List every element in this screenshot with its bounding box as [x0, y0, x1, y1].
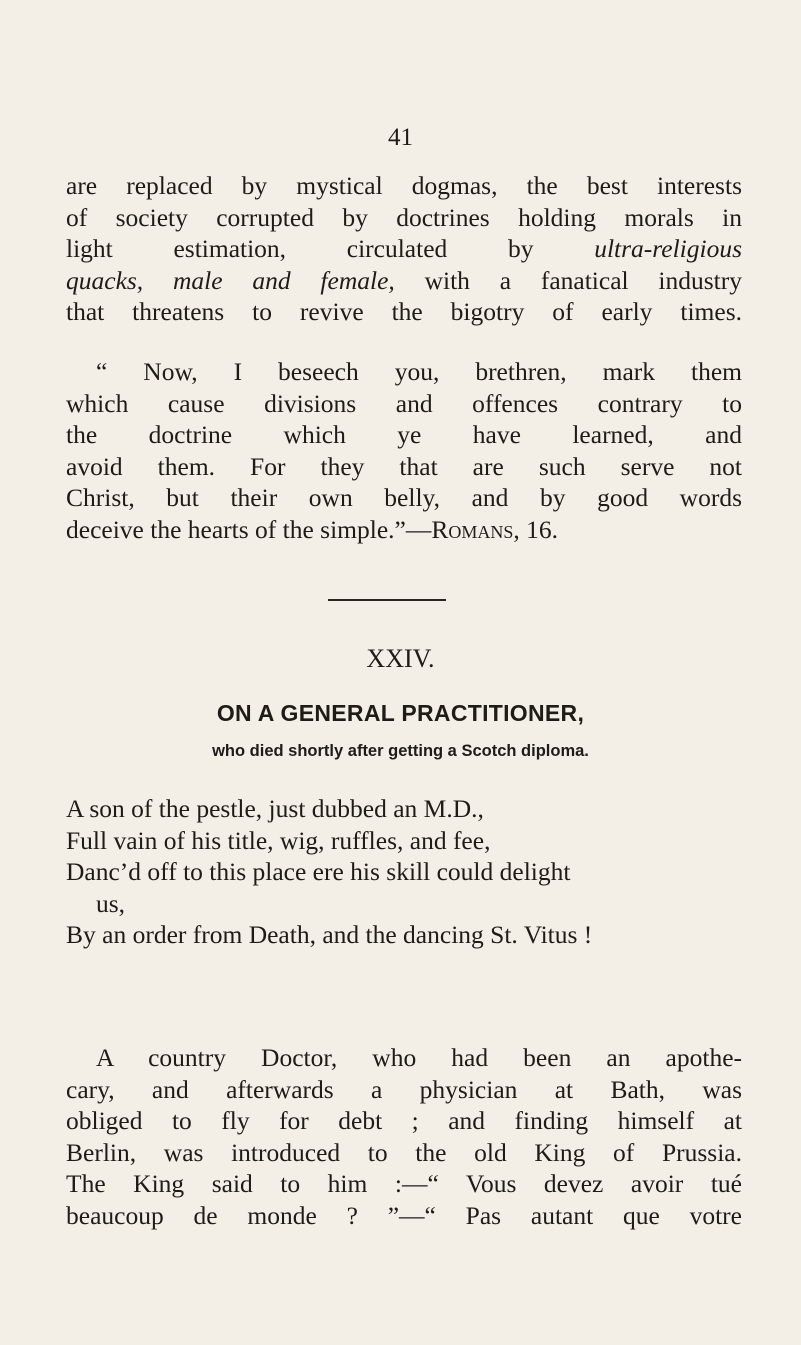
section-number: XXIV. — [366, 644, 435, 673]
text-line: obliged to fly for debt ; and finding himself at — [66, 1106, 742, 1135]
text-segment: deceive the hearts of the simple.”— — [66, 514, 432, 544]
italic-segment: quacks, male and female, — [66, 265, 395, 295]
text-line: of society corrupted by doctrines holding morals in — [66, 202, 742, 232]
paragraph-dogmas — [66, 170, 742, 328]
text-line: The King said to him :—“ Vous devez avoir tué — [66, 1169, 742, 1198]
verse-line-continuation: us, — [96, 888, 126, 918]
section-subtitle: who died shortly after getting a Scotch diploma. — [212, 742, 589, 760]
paragraph-romans-quote — [66, 356, 742, 545]
epitaph-verse — [66, 793, 742, 951]
text-line: cary, and afterwards a physician at Bath, was — [66, 1074, 742, 1104]
text-line: A country Doctor, who had been an apothe- — [96, 1043, 742, 1072]
text-line: which cause divisions and offences contrary to — [66, 388, 742, 418]
text-line: avoid them. For they that are such serve not — [66, 451, 742, 481]
text-line: the doctrine which ye have learned, and — [66, 420, 742, 449]
text-line: Berlin, was introduced to the old King of Prussia. — [66, 1137, 742, 1167]
verse-line: A son of the pestle, just dubbed an M.D., — [66, 794, 484, 823]
paragraph-country-doctor — [66, 1042, 742, 1231]
text-line: “ Now, I beseech you, brethren, mark them — [96, 357, 742, 386]
text-line — [66, 514, 742, 546]
text-segment: , 16. — [513, 514, 559, 544]
page-number: 41 — [388, 124, 413, 151]
verse-line: Danc’d off to this place ere his skill could delight — [66, 857, 571, 886]
text-line: Christ, but their own belly, and by good words — [66, 483, 742, 512]
text-line — [66, 265, 742, 297]
text-line: that threatens to revive the bigotry of early times. — [66, 297, 742, 326]
text-segment: light estimation, circulated by — [66, 234, 595, 263]
section-divider — [328, 599, 446, 601]
text-line — [66, 233, 742, 265]
verse-line: Full vain of his title, wig, ruffles, and fee, — [66, 825, 491, 855]
verse-line: By an order from Death, and the dancing St. Vitus ! — [66, 920, 593, 949]
text-segment: with a fanatical industry — [394, 265, 742, 295]
text-line: beaucoup de monde ? ”—“ Pas autant que votre — [66, 1200, 742, 1230]
citation-smallcaps: Romans — [431, 514, 514, 544]
text-line: are replaced by mystical dogmas, the best interests — [66, 171, 742, 200]
italic-segment: ultra-religious — [594, 234, 742, 263]
section-title: ON A GENERAL PRACTITIONER, — [216, 700, 585, 726]
